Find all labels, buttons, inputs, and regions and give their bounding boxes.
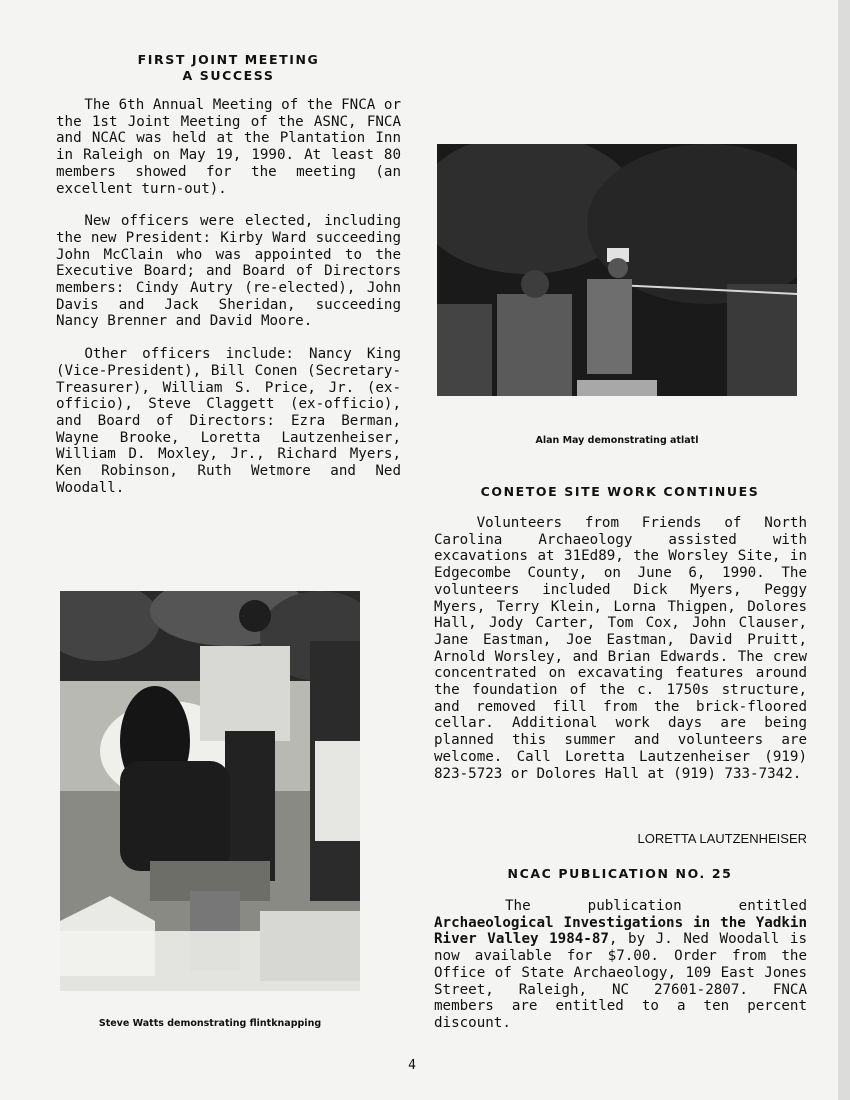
publication-title: Archaeological Investigations in the Yadkin River Valley 1984-87 [434, 914, 807, 948]
page-edge [838, 0, 850, 1100]
pub-intro: The publication entitled [505, 898, 807, 914]
photo-caption-flintknapping: Steve Watts demonstrating flintknapping [98, 1018, 322, 1029]
atlatl-image [437, 144, 797, 396]
article-heading-conetoe: CONETOE SITE WORK CONTINUES [480, 484, 760, 499]
publication-body [434, 898, 807, 1032]
paragraph: Volunteers from Friends of North Carolina Archaeology assisted with excavations at 31Ed89, the Worsley Site, in Edgecombe County, on June 6, 1990. The volunteers included Dick Myers, Peggy Myers, Terry Klein, Lorna Thigpen, Dolores Hall, Jody Carter, Tom Cox, John Clauser, Jane Eastman, Joe Eastman, David Pruitt, Arnold Worsley, and Brian Edwards. The crew concentrated on excavating features around the foundation of the c. 1750s structure, and removed fill from the brick-floored cellar. Additional work days are being planned this summer and volunteers are welcome. Call Loretta Lautzenheiser (919) 823-5723 or Dolores Hall at (919) 733-7342. [434, 515, 807, 782]
photo-atlatl [437, 144, 797, 396]
photo-flintknapping [60, 591, 360, 991]
pub-rest: , by J. Ned Woodall is now available for $7.00. Order from the Office of State Archaeology, 109 East Jones Street, Raleigh, NC 27601-2807. FNCA members are entitled to a ten percent discount. [434, 931, 807, 1031]
article-signature: LORETTA LAUTZENHEISER [637, 831, 807, 846]
paragraph: The 6th Annual Meeting of the FNCA or the 1st Joint Meeting of the ASNC, FNCA and NCAC was held at the Plantation Inn in Raleigh on May 19, 1990. At least 80 members showed for the meeting (an excellent turn-out). [56, 97, 401, 197]
paragraph: Other officers include: Nancy King (Vice-President), Bill Conen (Secretary-Treasurer), William S. Price, Jr. (ex-officio), Steve Claggett (ex-officio), and Board of Directors: Ezra Berman, Wayne Brooke, Loretta Lautzenheiser, William D. Moxley, Jr., Richard Myers, Ken Robinson, Ruth Wetmore and Ned Woodall. [56, 346, 401, 496]
article-heading-joint-meeting [56, 52, 401, 84]
flintknapping-image [60, 591, 360, 991]
article-heading-publication: NCAC PUBLICATION NO. 25 [507, 866, 733, 881]
joint-meeting-body [56, 97, 401, 496]
photo-caption-atlatl: Alan May demonstrating atlatl [535, 435, 699, 446]
conetoe-body [434, 515, 807, 782]
paragraph: New officers were elected, including the new President: Kirby Ward succeeding John McClain who was appointed to the Executive Board; and Board of Directors members: Cindy Autry (re-elected), John Davis and Jack Sheridan, succeeding Nancy Brenner and David Moore. [56, 213, 401, 330]
heading-line-2: A SUCCESS [182, 68, 275, 83]
page-number: 4 [408, 1058, 416, 1073]
heading-line-1: FIRST JOINT MEETING [137, 52, 320, 67]
paragraph [434, 898, 807, 1032]
